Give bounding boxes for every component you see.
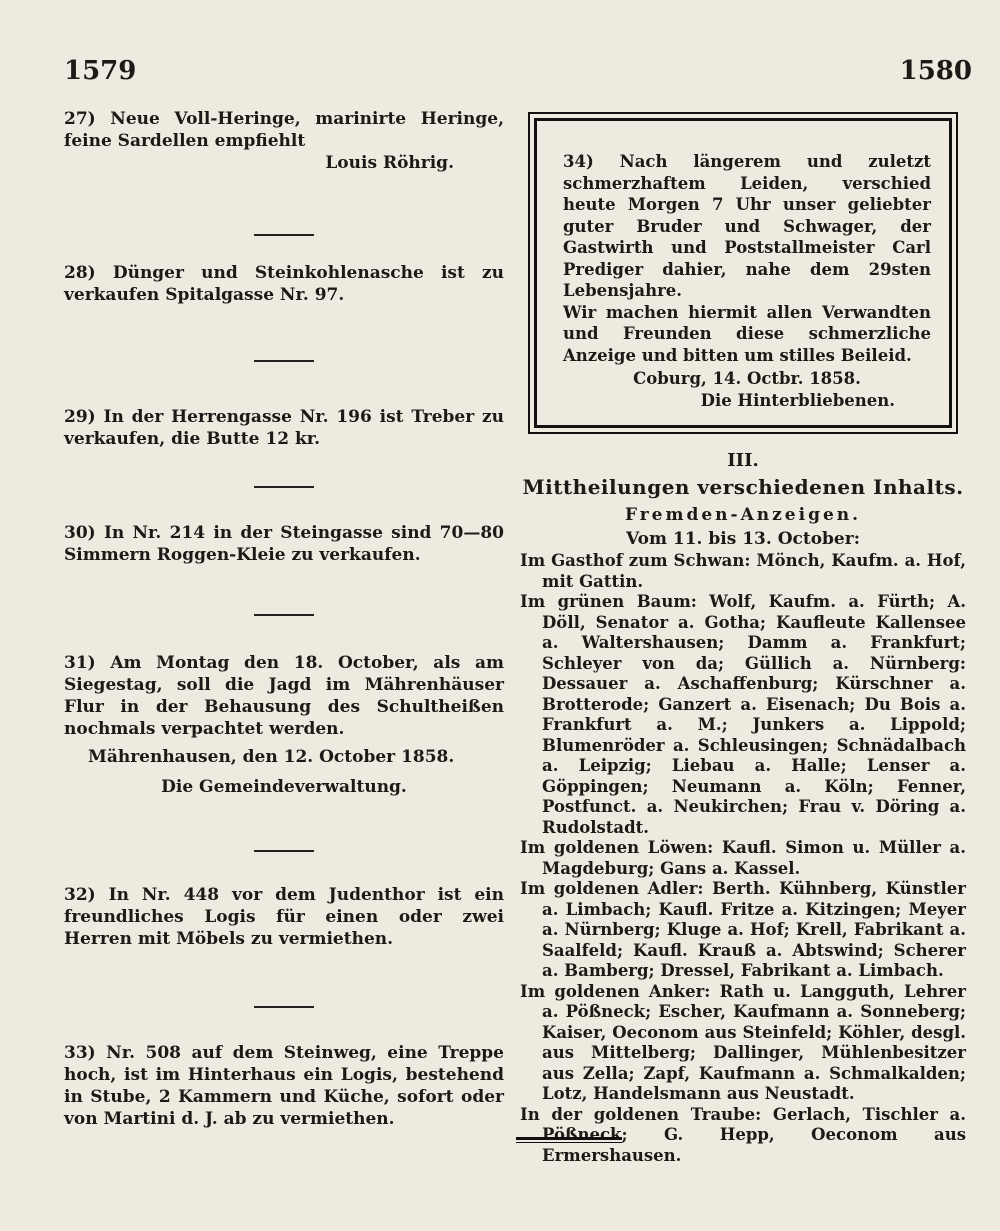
- notice-text-2: Wir machen hiermit allen Verwandten und Freunden diese schmerzliche Anzeige und bitten um stilles Beileid.: [563, 302, 931, 365]
- advertisement-32: [64, 884, 504, 950]
- right-column: [520, 108, 966, 1166]
- advertisement-30: [64, 522, 504, 566]
- list-item: Im goldenen Anker: Rath u. Langguth, Lehrer a. Pößneck; Escher, Kaufmann a. Sonneberg; Kaiser, Oeconom aus Steinfeld; Köhler, desgl. aus Mittelberg; Dallinger, Mühlenbesitzer aus Zella; Zapf, Kaufmann a. Schmalkalden; Lotz, Handelsmann aus Neustadt.: [520, 981, 966, 1103]
- ad-text: 30) In Nr. 214 in der Steingasse sind 70—80 Simmern Roggen-Kleie zu verkaufen.: [64, 523, 504, 565]
- date-range: Vom 11. bis 13. October:: [626, 529, 860, 549]
- advertisement-31: [64, 652, 504, 798]
- divider: [254, 360, 314, 362]
- divider: [254, 234, 314, 236]
- ad-text: 29) In der Herrengasse Nr. 196 ist Treber zu verkaufen, die Butte 12 kr.: [64, 407, 504, 449]
- ad-text: 33) Nr. 508 auf dem Steinweg, eine Treppe hoch, ist im Hinterhaus ein Logis, bestehend in Stube, 2 Kammern und Küche, sofort oder von Martini d. J. ab zu vermiethen.: [64, 1043, 504, 1129]
- advertisement-27: [64, 108, 504, 174]
- advertisement-29: [64, 406, 504, 450]
- left-column: [64, 108, 504, 1130]
- divider: [254, 614, 314, 616]
- closing-rule: [516, 1137, 622, 1140]
- section-title: Mittheilungen verschiedenen Inhalts.: [522, 475, 964, 499]
- advertisement-28: [64, 262, 504, 306]
- ad-text: 28) Dünger und Steinkohlenasche ist zu verkaufen Spitalgasse Nr. 97.: [64, 263, 504, 305]
- list-item: Im grünen Baum: Wolf, Kaufm. a. Fürth; A. Döll, Senator a. Gotha; Kaufleute Kallensee a. Waltershausen; Damm a. Frankfurt; Schleyer von da; Güllich a. Nürnberg: Dessauer a. Aschaffenburg; Kürschner a. Brotterode; Ganzert a. Eisenach; Du Bois a. Frankfurt a. M.; Junkers a. Lippold; Blumenröder a. Schleusingen; Schnädalbach a. Leipzig; Liebau a. Halle; Lenser a. Göppingen; Neumann a. Köln; Fenner, Postfunct. a. Neukirchen; Frau v. Döring a. Rudolstadt.: [520, 592, 966, 837]
- closing-rule-thin: [516, 1142, 622, 1143]
- divider: [254, 1006, 314, 1008]
- ad-place-date: Mährenhausen, den 12. October 1858.: [88, 747, 455, 767]
- notice-signature: Die Hinterbliebenen.: [700, 390, 895, 410]
- ad-signature: Louis Röhrig.: [325, 153, 454, 173]
- divider: [254, 850, 314, 852]
- ad-text: 31) Am Montag den 18. October, als am Siegestag, soll die Jagd im Mährenhäuser Flur in der Behausung des Schultheißen nochmals verpachtet werden.: [64, 653, 504, 739]
- right-page-number: 1580: [899, 56, 972, 86]
- ad-text: 32) In Nr. 448 vor dem Judenthor ist ein freundliches Logis für einen oder zwei Herren mit Möbels zu vermiethen.: [64, 885, 504, 949]
- list-item: Im goldenen Löwen: Kaufl. Simon u. Müller a. Magdeburg; Gans a. Kassel.: [520, 838, 966, 878]
- ad-text: 27) Neue Voll-Heringe, marinirte Heringe, feine Sardellen empfiehlt: [64, 109, 504, 151]
- mourning-notice: [534, 118, 952, 428]
- list-item: Im goldenen Adler: Berth. Kühnberg, Künstler a. Limbach; Kaufl. Fritze a. Kitzingen; Meyer a. Nürnberg; Kluge a. Hof; Krell, Fabrikant a. Saalfeld; Kaufl. Krauß a. Abtswind; Scherer a. Bamberg; Dressel, Fabrikant a. Limbach.: [520, 879, 966, 980]
- left-page-number: 1579: [64, 56, 137, 86]
- guest-list: [520, 551, 966, 1166]
- divider: [254, 486, 314, 488]
- list-item: Im Gasthof zum Schwan: Mönch, Kaufm. a. Hof, mit Gattin.: [520, 551, 966, 591]
- notice-date: Coburg, 14. Octbr. 1858.: [633, 369, 861, 388]
- advertisement-33: [64, 1042, 504, 1130]
- notice-text: 34) Nach längerem und zuletzt schmerzhaftem Leiden, verschied heute Morgen 7 Uhr unser geliebter guter Bruder und Schwager, der Gastwirth und Poststallmeister Carl Prediger dahier, nahe dem 29sten Lebensjahre.: [563, 152, 931, 300]
- section-number: III.: [727, 450, 759, 471]
- list-item: In der goldenen Traube: Gerlach, Tischler a. Pößneck; G. Hepp, Oeconom aus Ermershausen.: [520, 1104, 966, 1165]
- ad-signature: Die Gemeindeverwaltung.: [161, 777, 407, 797]
- subheading: Fremden-Anzeigen.: [624, 505, 862, 525]
